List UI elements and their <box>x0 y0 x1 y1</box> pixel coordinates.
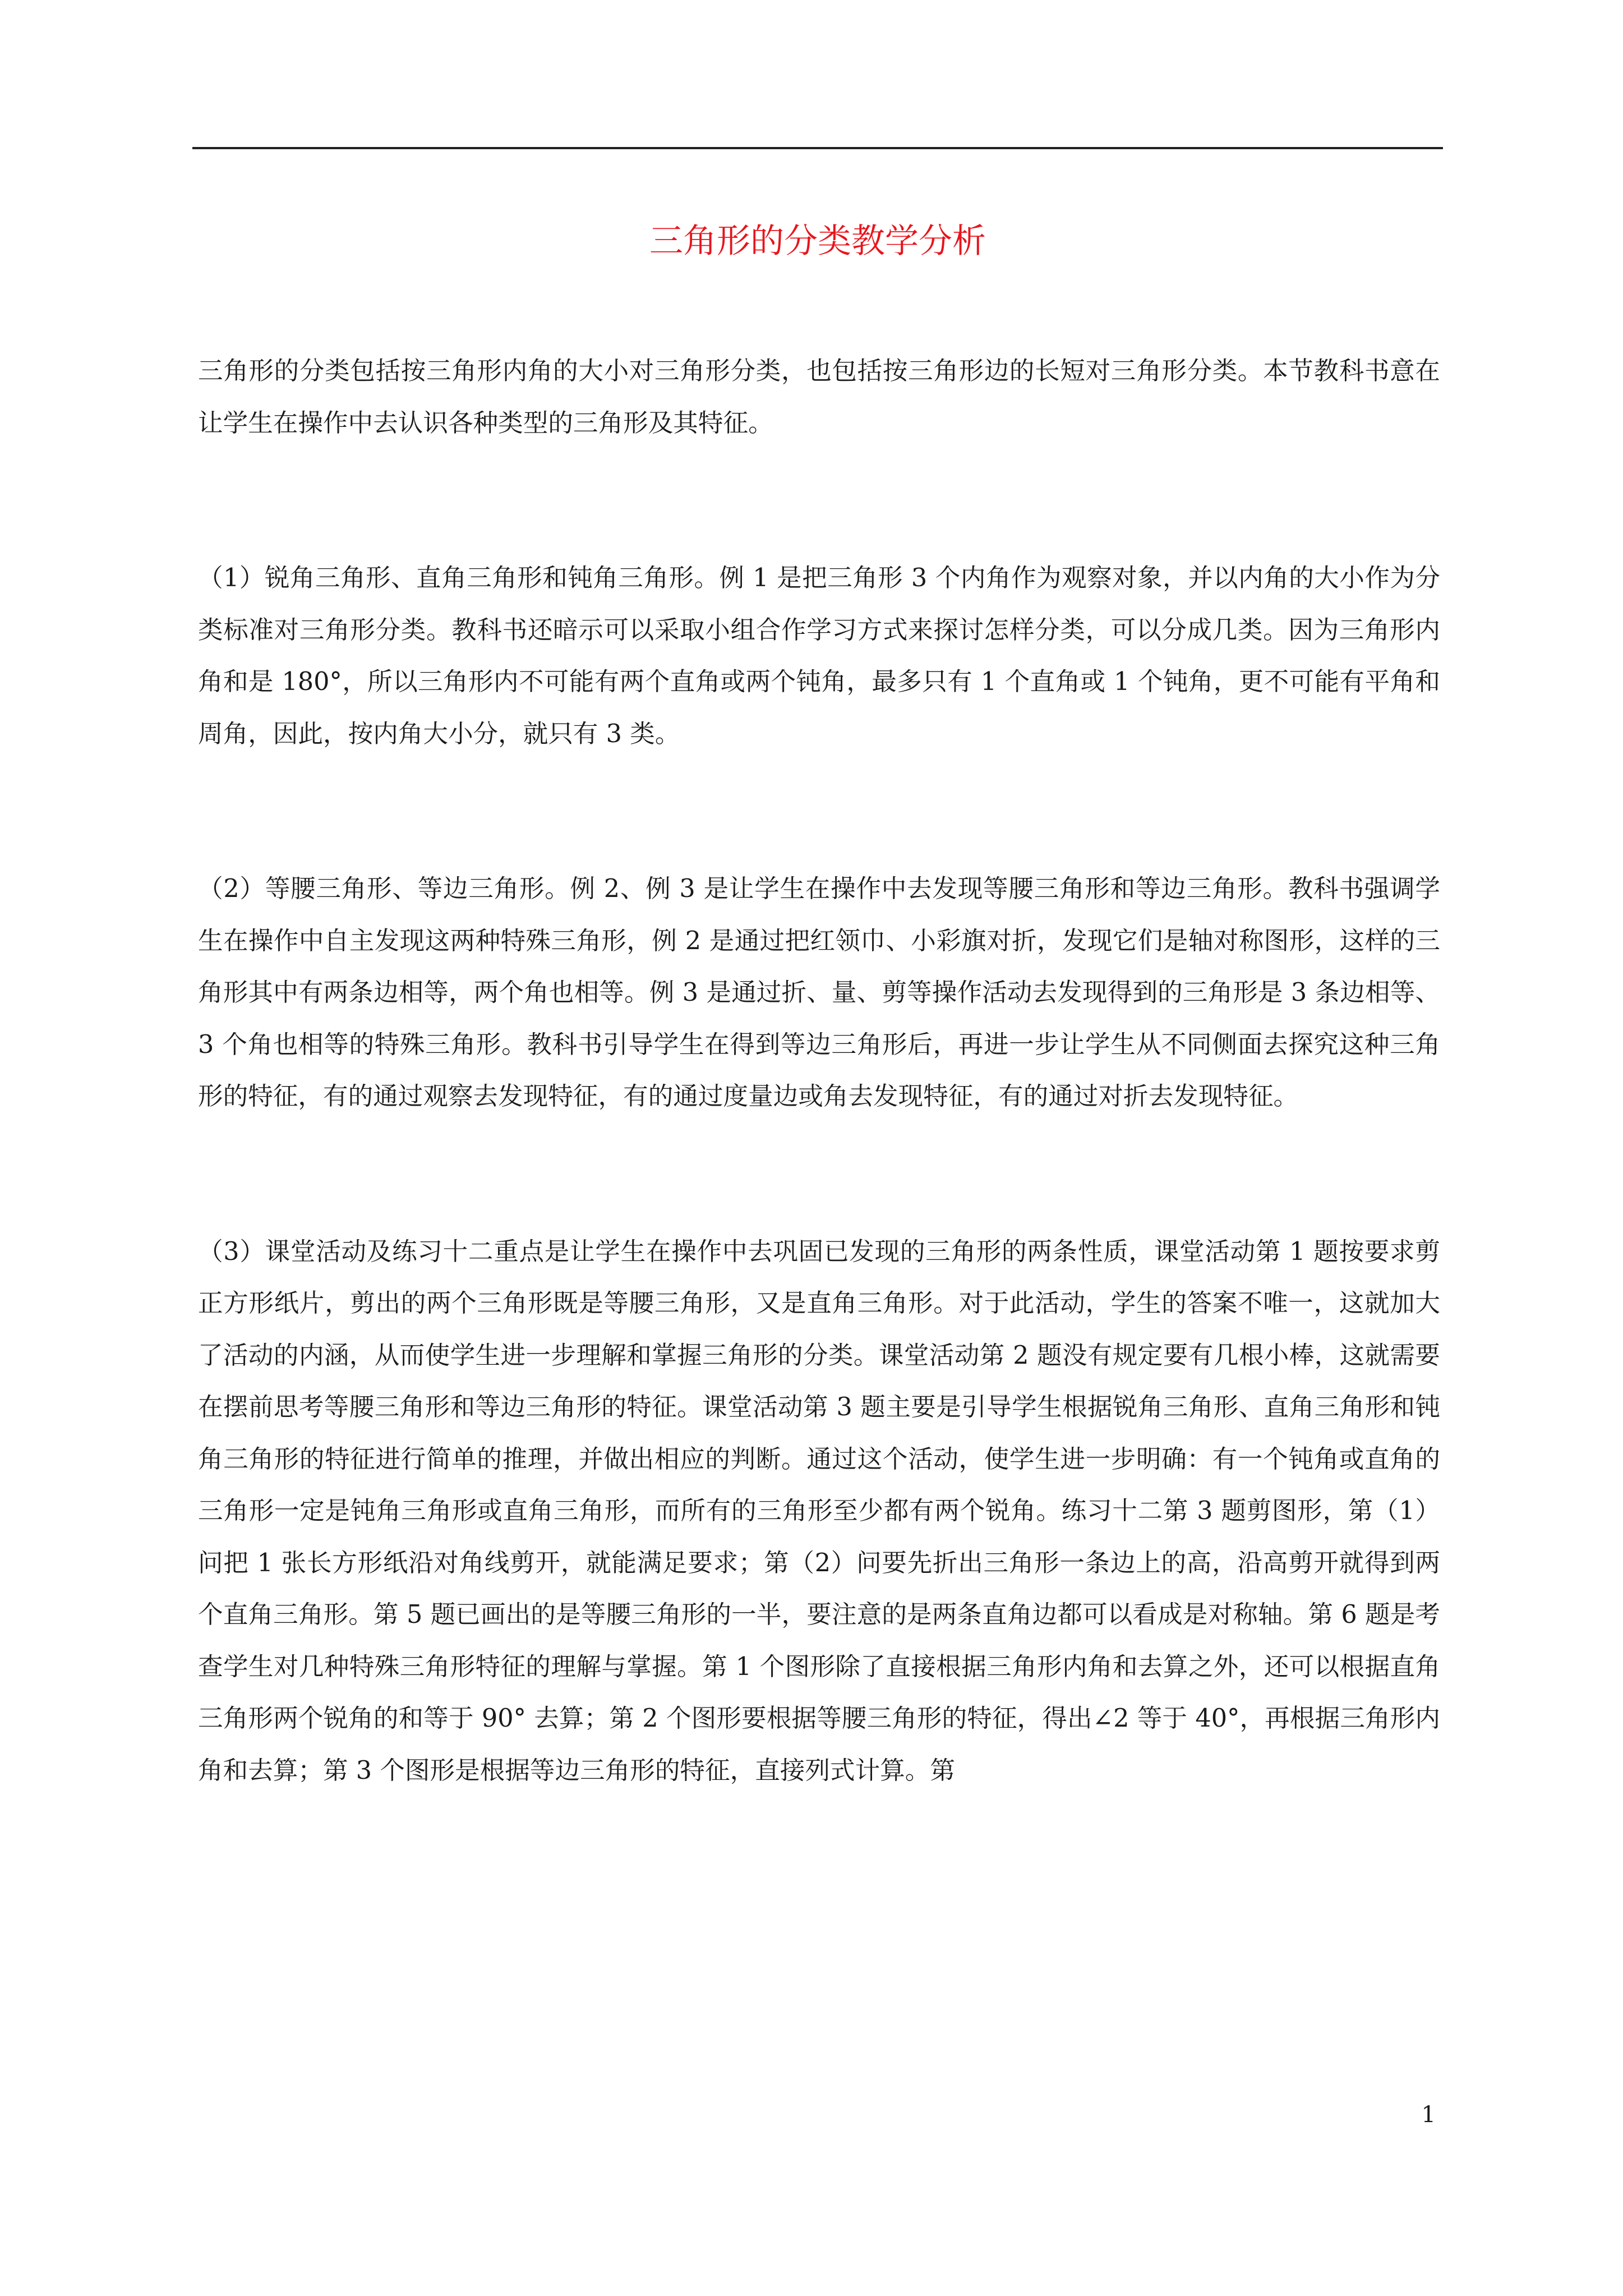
paragraph-section-1: （1）锐角三角形、直角三角形和钝角三角形。例 1 是把三角形 3 个内角作为观察对象，并以内角的大小作为分类标准对三角形分类。教科书还暗示可以采取小组合作学习方式来探讨怎样分类，可以分成几类。因为三角形内角和是 180°，所以三角形内不可能有两个直角或两个钝角，最多只有 1 个直角或 1 个钝角，更不可能有平角和周角，因此，按内角大小分，就只有 3 类。 <box>198 563 1440 748</box>
paragraph-spacer <box>198 760 1440 863</box>
document-body <box>198 345 1440 1796</box>
paragraph-spacer <box>198 1122 1440 1226</box>
header-rule <box>192 147 1443 149</box>
page-title: 三角形的分类教学分析 <box>649 222 986 261</box>
paragraph-spacer <box>198 449 1440 552</box>
page-number: 1 <box>1421 2102 1436 2128</box>
paragraph-section-3: （3）课堂活动及练习十二重点是让学生在操作中去巩固已发现的三角形的两条性质，课堂活动第 1 题按要求剪正方形纸片，剪出的两个三角形既是等腰三角形，又是直角三角形。对于此活动，学生的答案不唯一，这就加大了活动的内涵，从而使学生进一步理解和掌握三角形的分类。课堂活动第 2 题没有规定要有几根小棒，这就需要在摆前思考等腰三角形和等边三角形的特征。课堂活动第 3 题主要是引导学生根据锐角三角形、直角三角形和钝角三角形的特征进行简单的推理，并做出相应的判断。通过这个活动，使学生进一步明确：有一个钝角或直角的三角形一定是钝角三角形或直角三角形，而所有的三角形至少都有两个锐角。练习十二第 3 题剪图形，第（1）问把 1 张长方形纸沿对角线剪开，就能满足要求；第（2）问要先折出三角形一条边上的高，沿高剪开就得到两个直角三角形。第 5 题已画出的是等腰三角形的一半，要注意的是两条直角边都可以看成是对称轴。第 6 题是考查学生对几种特殊三角形特征的理解与掌握。第 1 个图形除了直接根据三角形内角和去算之外，还可以根据直角三角形两个锐角的和等于 90° 去算；第 2 个图形要根据等腰三角形的特征，得出∠2 等于 40°，再根据三角形内角和去算；第 3 个图形是根据等边三角形的特征，直接列式计算。第 <box>198 1236 1440 1785</box>
paragraph-intro: 三角形的分类包括按三角形内角的大小对三角形分类，也包括按三角形边的长短对三角形分类。本节教科书意在让学生在操作中去认识各种类型的三角形及其特征。 <box>198 356 1440 438</box>
paragraph-section-2: （2）等腰三角形、等边三角形。例 2、例 3 是让学生在操作中去发现等腰三角形和等边三角形。教科书强调学生在操作中自主发现这两种特殊三角形，例 2 是通过把红领巾、小彩旗对折，发现它们是轴对称图形，这样的三角形其中有两条边相等，两个角也相等。例 3 是通过折、量、剪等操作活动去发现得到的三角形是 3 条边相等、3 个角也相等的特殊三角形。教科书引导学生在得到等边三角形后，再进一步让学生从不同侧面去探究这种三角形的特征，有的通过观察去发现特征，有的通过度量边或角去发现特征，有的通过对折去发现特征。 <box>198 874 1440 1111</box>
